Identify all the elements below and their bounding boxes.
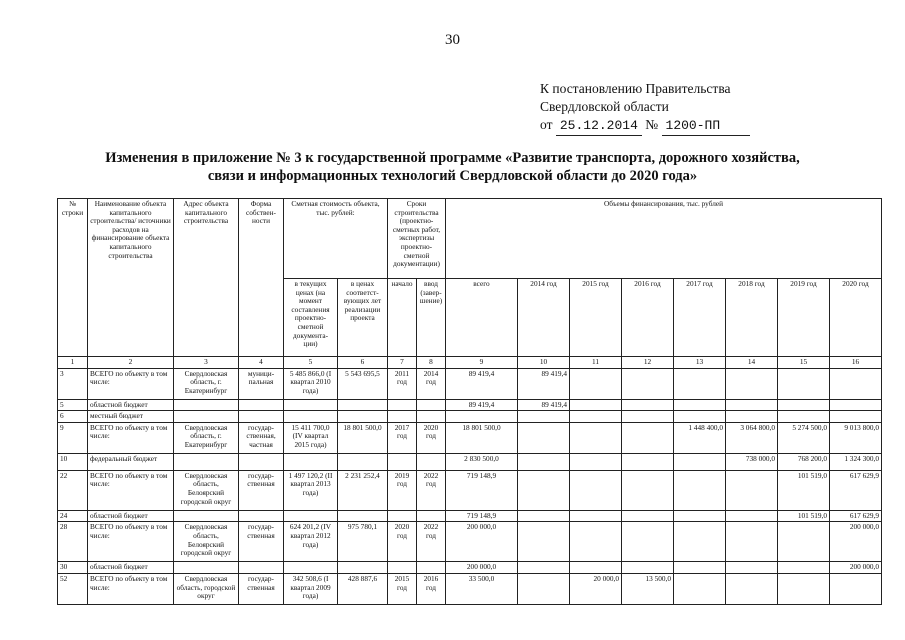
document-title <box>20 149 885 185</box>
cell-y2015 <box>570 399 622 411</box>
cell-y2020 <box>830 411 882 423</box>
cell-address <box>174 510 239 522</box>
cell-y2016 <box>622 562 674 574</box>
cell-y2017 <box>674 573 726 604</box>
cell-start <box>388 399 417 411</box>
cell-y2017 <box>674 399 726 411</box>
table-row <box>58 522 882 562</box>
column-number: 2 <box>88 357 174 369</box>
table-row <box>58 470 882 510</box>
cell-y2019: 768 200,0 <box>778 453 830 470</box>
cell-y2015 <box>570 411 622 423</box>
cell-row-number: 24 <box>58 510 88 522</box>
cell-total: 89 419,4 <box>446 368 518 399</box>
cell-cost-years <box>338 399 388 411</box>
cell-total <box>446 411 518 423</box>
header-end: ввод (завер-шение) <box>417 279 446 357</box>
cell-row-number: 22 <box>58 470 88 510</box>
cell-name: местный бюджет <box>88 411 174 423</box>
cell-y2018 <box>726 522 778 562</box>
column-number-row <box>58 357 882 369</box>
cell-y2018 <box>726 399 778 411</box>
cell-row-number: 6 <box>58 411 88 423</box>
cell-cost-current <box>284 411 338 423</box>
cell-y2017 <box>674 470 726 510</box>
cell-y2017: 1 448 400,0 <box>674 422 726 453</box>
header-row-no: № строки <box>58 199 88 357</box>
cell-name: ВСЕГО по объекту в том числе: <box>88 368 174 399</box>
cell-cost-current <box>284 453 338 470</box>
cell-ownership: государ-ственная <box>239 470 284 510</box>
header-funding-group: Объемы финансирования, тыс. рублей <box>446 199 882 279</box>
column-number: 1 <box>58 357 88 369</box>
column-number: 12 <box>622 357 674 369</box>
cell-y2015 <box>570 562 622 574</box>
cell-address: Свердловская область, Белоярский городской округ <box>174 522 239 562</box>
cell-y2020: 617 629,9 <box>830 470 882 510</box>
cell-y2017 <box>674 411 726 423</box>
cell-y2015 <box>570 453 622 470</box>
cell-y2014 <box>518 562 570 574</box>
cell-address <box>174 453 239 470</box>
cell-y2016 <box>622 411 674 423</box>
cell-row-number: 3 <box>58 368 88 399</box>
cell-y2015 <box>570 422 622 453</box>
cell-y2018 <box>726 470 778 510</box>
cell-y2017 <box>674 562 726 574</box>
cell-cost-years: 428 887,6 <box>338 573 388 604</box>
cell-y2019 <box>778 522 830 562</box>
header-year-2017: 2017 год <box>674 279 726 357</box>
cell-ownership <box>239 399 284 411</box>
cell-cost-years: 5 543 695,5 <box>338 368 388 399</box>
cell-y2016 <box>622 522 674 562</box>
cell-y2020: 200 000,0 <box>830 522 882 562</box>
header-terms-group: Сроки строительства (проектно-сметных работ, экспертизы проектно-сметной документации) <box>388 199 446 279</box>
cell-end: 2020 год <box>417 422 446 453</box>
cell-start: 2020 год <box>388 522 417 562</box>
cell-total: 2 830 500,0 <box>446 453 518 470</box>
cell-y2018: 3 064 800,0 <box>726 422 778 453</box>
cell-y2020: 200 000,0 <box>830 562 882 574</box>
column-number: 7 <box>388 357 417 369</box>
table-row <box>58 573 882 604</box>
cell-ownership: государ-ственная, частная <box>239 422 284 453</box>
header-address: Адрес объекта капитального строительства <box>174 199 239 357</box>
cell-y2018 <box>726 368 778 399</box>
from-label: от <box>540 117 553 132</box>
cell-ownership: муници-пальная <box>239 368 284 399</box>
header-name: Наименование объекта капитального строительства/ источники расходов на финансирование объекта капитального строительства <box>88 199 174 357</box>
cell-end <box>417 411 446 423</box>
cell-end <box>417 453 446 470</box>
column-number: 4 <box>239 357 284 369</box>
header-year-2018: 2018 год <box>726 279 778 357</box>
cell-cost-years: 2 231 252,4 <box>338 470 388 510</box>
cell-cost-current <box>284 399 338 411</box>
cell-y2018: 738 000,0 <box>726 453 778 470</box>
cell-ownership <box>239 411 284 423</box>
header-start: начало <box>388 279 417 357</box>
table-row <box>58 411 882 423</box>
cell-total: 719 148,9 <box>446 470 518 510</box>
cell-y2018 <box>726 510 778 522</box>
table-row <box>58 422 882 453</box>
cell-y2018 <box>726 411 778 423</box>
cell-y2016 <box>622 422 674 453</box>
cell-end: 2016 год <box>417 573 446 604</box>
table-body <box>58 368 882 604</box>
cell-y2015: 20 000,0 <box>570 573 622 604</box>
cell-total: 719 148,9 <box>446 510 518 522</box>
cell-end: 2022 год <box>417 470 446 510</box>
cell-y2016 <box>622 399 674 411</box>
cell-total: 33 500,0 <box>446 573 518 604</box>
table-row <box>58 562 882 574</box>
cell-y2014 <box>518 470 570 510</box>
cell-y2017 <box>674 368 726 399</box>
header-cost-group: Сметная стоимость объекта, тыс. рублей: <box>284 199 388 279</box>
cell-y2014: 89 419,4 <box>518 368 570 399</box>
title-line-1: Изменения в приложение № 3 к государственной программе «Развитие транспорта, дорожного хозяйства, <box>105 150 800 166</box>
cell-y2019 <box>778 368 830 399</box>
header-year-2014: 2014 год <box>518 279 570 357</box>
cell-cost-current: 15 411 700,0 (IV квартал 2015 года) <box>284 422 338 453</box>
cell-start <box>388 411 417 423</box>
cell-y2020: 617 629,9 <box>830 510 882 522</box>
annex-block <box>540 80 750 136</box>
cell-end <box>417 399 446 411</box>
cell-name: ВСЕГО по объекту в том числе: <box>88 422 174 453</box>
cell-ownership: государ-ственная <box>239 573 284 604</box>
cell-name: областной бюджет <box>88 399 174 411</box>
header-year-2019: 2019 год <box>778 279 830 357</box>
cell-start: 2015 год <box>388 573 417 604</box>
cell-y2020 <box>830 368 882 399</box>
cell-y2015 <box>570 510 622 522</box>
column-number: 10 <box>518 357 570 369</box>
cell-address: Свердловская область, городской округ <box>174 573 239 604</box>
cell-y2017 <box>674 453 726 470</box>
cell-cost-years <box>338 510 388 522</box>
cell-row-number: 9 <box>58 422 88 453</box>
cell-cost-current <box>284 562 338 574</box>
cell-y2019 <box>778 411 830 423</box>
cell-row-number: 28 <box>58 522 88 562</box>
column-number: 8 <box>417 357 446 369</box>
cell-cost-years <box>338 562 388 574</box>
cell-cost-years: 975 780,1 <box>338 522 388 562</box>
cell-y2019: 101 519,0 <box>778 470 830 510</box>
cell-end: 2022 год <box>417 522 446 562</box>
cell-name: ВСЕГО по объекту в том числе: <box>88 470 174 510</box>
cell-cost-current: 342 508,6 (I квартал 2009 года) <box>284 573 338 604</box>
cell-y2019: 101 519,0 <box>778 510 830 522</box>
cell-end <box>417 510 446 522</box>
cell-start <box>388 453 417 470</box>
cell-cost-current <box>284 510 338 522</box>
column-number: 11 <box>570 357 622 369</box>
table-row <box>58 399 882 411</box>
cell-row-number: 5 <box>58 399 88 411</box>
column-number: 13 <box>674 357 726 369</box>
cell-address: Свердловская область, г. Екатеринбург <box>174 368 239 399</box>
cell-y2014: 89 419,4 <box>518 399 570 411</box>
column-number: 5 <box>284 357 338 369</box>
cell-y2019 <box>778 399 830 411</box>
cell-y2015 <box>570 470 622 510</box>
decree-number: 1200-ПП <box>662 117 750 136</box>
title-line-2: связи и информационных технологий Свердловской области до 2020 года» <box>207 168 698 184</box>
cell-ownership <box>239 510 284 522</box>
header-year-2020: 2020 год <box>830 279 882 357</box>
cell-y2018 <box>726 562 778 574</box>
cell-start: 2017 год <box>388 422 417 453</box>
cell-y2019 <box>778 562 830 574</box>
cell-name: ВСЕГО по объекту в том числе: <box>88 522 174 562</box>
cell-address <box>174 411 239 423</box>
cell-total: 200 000,0 <box>446 522 518 562</box>
cell-y2020 <box>830 573 882 604</box>
cell-y2017 <box>674 510 726 522</box>
header-ownership: Форма собствен-ности <box>239 199 284 357</box>
cell-y2014 <box>518 422 570 453</box>
cell-y2015 <box>570 522 622 562</box>
column-number: 6 <box>338 357 388 369</box>
header-year-2015: 2015 год <box>570 279 622 357</box>
cell-name: ВСЕГО по объекту в том числе: <box>88 573 174 604</box>
annex-line-2: Свердловской области <box>540 99 669 114</box>
cell-cost-current: 1 497 120,2 (II квартал 2013 года) <box>284 470 338 510</box>
header-year-2016: 2016 год <box>622 279 674 357</box>
cell-cost-years <box>338 411 388 423</box>
table-row <box>58 368 882 399</box>
cell-y2014 <box>518 453 570 470</box>
cell-start <box>388 562 417 574</box>
cell-address <box>174 562 239 574</box>
header-total: всего <box>446 279 518 357</box>
cell-address: Свердловская область, Белоярский городской округ <box>174 470 239 510</box>
header-cost-current: в текущих ценах (на момент составления проектно-сметной документа-ции) <box>284 279 338 357</box>
cell-address: Свердловская область, г. Екатеринбург <box>174 422 239 453</box>
column-number: 16 <box>830 357 882 369</box>
cell-name: федеральный бюджет <box>88 453 174 470</box>
cell-start: 2011 год <box>388 368 417 399</box>
cell-cost-current: 5 485 866,0 (I квартал 2010 года) <box>284 368 338 399</box>
cell-y2019: 5 274 500,0 <box>778 422 830 453</box>
cell-cost-years: 18 801 500,0 <box>338 422 388 453</box>
cell-y2019 <box>778 573 830 604</box>
column-number: 14 <box>726 357 778 369</box>
annex-date-line <box>540 116 750 136</box>
cell-y2014 <box>518 411 570 423</box>
cell-y2016 <box>622 453 674 470</box>
cell-y2018 <box>726 573 778 604</box>
cell-row-number: 52 <box>58 573 88 604</box>
cell-ownership: государ-ственная <box>239 522 284 562</box>
cell-total: 18 801 500,0 <box>446 422 518 453</box>
cell-y2016: 13 500,0 <box>622 573 674 604</box>
cell-name: областной бюджет <box>88 562 174 574</box>
annex-line-1: К постановлению Правительства <box>540 81 731 96</box>
cell-y2015 <box>570 368 622 399</box>
cell-name: областной бюджет <box>88 510 174 522</box>
cell-total: 89 419,4 <box>446 399 518 411</box>
cell-y2020: 1 324 300,0 <box>830 453 882 470</box>
table-row <box>58 510 882 522</box>
cell-y2014 <box>518 510 570 522</box>
cell-start: 2019 год <box>388 470 417 510</box>
cell-y2016 <box>622 368 674 399</box>
cell-end <box>417 562 446 574</box>
funding-table <box>57 198 882 605</box>
column-number: 9 <box>446 357 518 369</box>
number-label: № <box>645 117 659 132</box>
cell-y2016 <box>622 470 674 510</box>
page-number: 30 <box>445 32 460 48</box>
column-number: 15 <box>778 357 830 369</box>
cell-ownership <box>239 453 284 470</box>
cell-row-number: 30 <box>58 562 88 574</box>
cell-row-number: 10 <box>58 453 88 470</box>
cell-y2020: 9 013 800,0 <box>830 422 882 453</box>
cell-cost-years <box>338 453 388 470</box>
cell-cost-current: 624 201,2 (IV квартал 2012 года) <box>284 522 338 562</box>
cell-address <box>174 399 239 411</box>
cell-total: 200 000,0 <box>446 562 518 574</box>
header-cost-years: в ценах соответст-вующих лет реализации проекта <box>338 279 388 357</box>
cell-y2014 <box>518 573 570 604</box>
cell-y2014 <box>518 522 570 562</box>
cell-start <box>388 510 417 522</box>
cell-y2016 <box>622 510 674 522</box>
cell-y2020 <box>830 399 882 411</box>
cell-y2017 <box>674 522 726 562</box>
cell-ownership <box>239 562 284 574</box>
cell-end: 2014 год <box>417 368 446 399</box>
column-number: 3 <box>174 357 239 369</box>
table-row <box>58 453 882 470</box>
decree-date: 25.12.2014 <box>556 117 642 136</box>
